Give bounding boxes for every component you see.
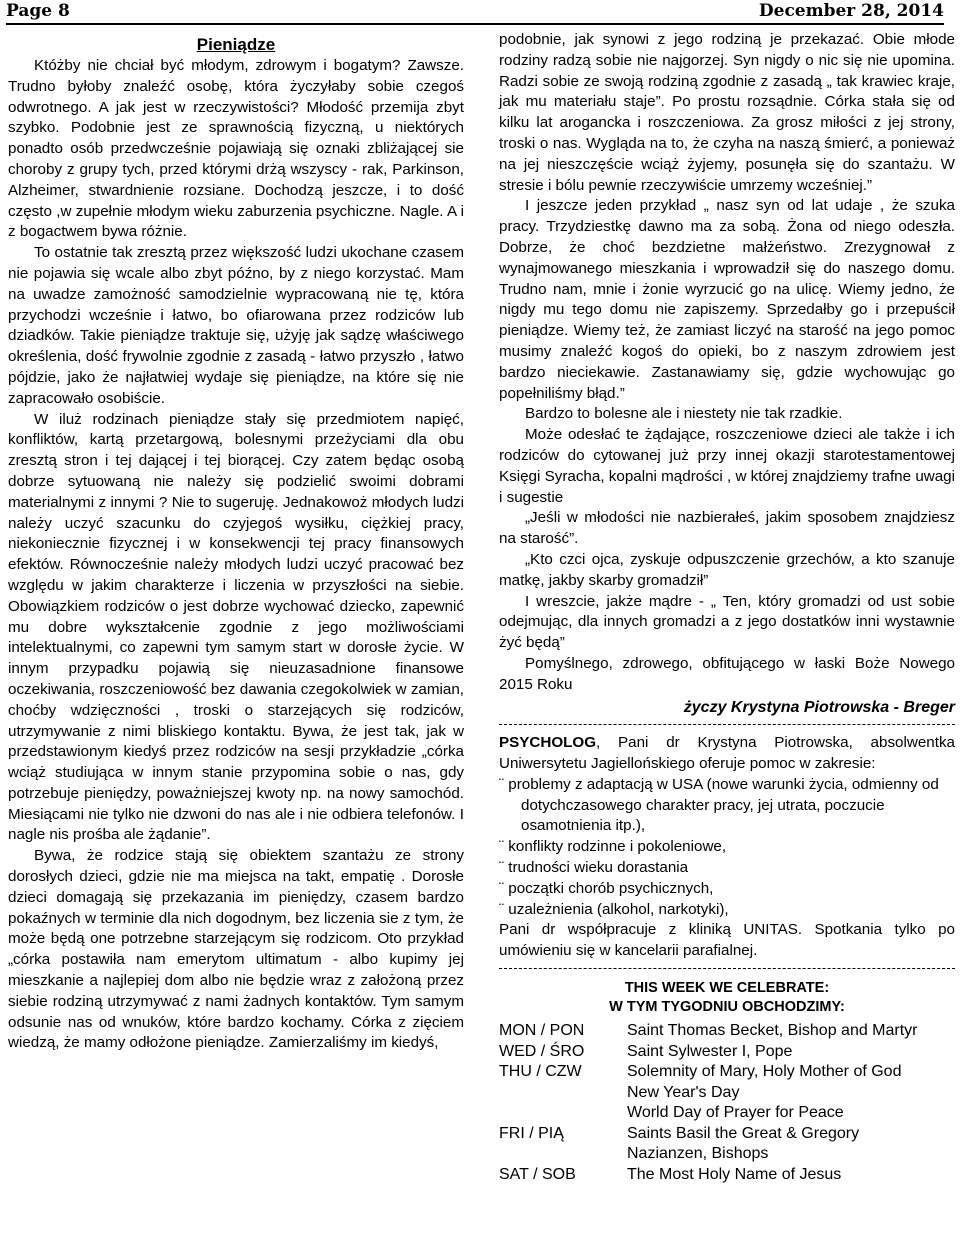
article-paragraph: podobnie, jak synowi z jego rodziną je przekazać. Obie młode rodziny radzą sobie nie najgorzej. Syn nigdy o nic się nie upomina. Radzi sobie ze swoją rodziną zgodnie z zasadą „ tak krawiec kraje, jak mu materiału staje”. Po prostu rozsądnie. Córka stała się od kilku lat arogancka i roszczeniowa. Za grosz miłości z jej strony, troski o nas. Wygląda na to, że czyha na naszą śmierć, a ponieważ na jej nieszczęście wciąż żyjemy, posunęła się do szantażu. W stresie i bólu pewnie rzeczywiście umrzemy wcześniej.” [499, 31, 955, 194]
celebration-name [627, 1042, 918, 1063]
celebration-name [627, 1124, 918, 1165]
celebration-name [627, 1062, 918, 1124]
celebration-line: Saint Thomas Becket, Bishop and Martyr [627, 1022, 918, 1040]
article-signature: życzy Krystyna Piotrowska - Breger [683, 698, 955, 716]
celebration-day: FRI / PIĄ [499, 1124, 564, 1142]
celebration-name [627, 1165, 918, 1186]
article-paragraph: Bywa, że rodzice stają się obiektem szantażu ze strony dorosłych dzieci, gdzie nie ma miejsca na takt, empatię . Dorosłe dzieci domagają się przekazania im pieniędzy, czasem bardzo pokaźnych w terminie dla nich dogodnym, bez liczenia sie z tym, że może będą one potrzebne starzejącym się rodzicom. Oto przykład „córka postawiła nam emerytom ultimatum - albo kupimy jej mieszkanie a najlepiej dom albo nie będzie wraz z założoną przez siebie rodziną utrzymywać z nami żadnych kontaktów. Tym samym odsunie nas od wnuków, które bardzo kochamy. Córka z zięciem wiedzą, że mamy odłożone pieniądze. Zamierzaliśmy im kiedyś, [8, 847, 464, 1052]
page-header [6, 0, 944, 22]
article-quote: I wreszcie, jakże mądre - „ Ten, który gromadzi od ust sobie odejmując, dla innych gromadzi a z jego dostatków inni wystawnie żyć będą” [499, 592, 955, 652]
celebration-line: New Year's Day [627, 1083, 740, 1101]
celebration-line: World Day of Prayer for Peace [627, 1104, 844, 1122]
article-paragraph: Bardzo to bolesne ale i niestety nie tak rzadkie. [525, 405, 843, 423]
article-title: Pieniądze [196, 35, 276, 54]
celebration-day: SAT / SOB [499, 1165, 576, 1183]
article-paragraph: Któżby nie chciał być młodym, zdrowym i bogatym? Zawsze. Trudno byłoby znaleźć osobę, która życzyłaby sobie czegoś odwrotnego. A jak jest w rzeczywistości? Młodość przemija zbyt szybko. Podobnie jest ze sprawnością fizyczną, u niektórych ponadto osób przedwcześnie pojawiają się oznaki zbliżającej sie choroby z grupy tych, przed którymi drżą wszyscy - rak, Parkinson, Alzheimer, stwardnienie rozsiane. Dochodzą jeszcze, i to dość często ,w zupełnie młodym wieku zaburzenia psychiczne. Nagle. A i z bogactwem bywa różnie. [8, 57, 464, 241]
celebrate-heading-en: THIS WEEK WE CELEBRATE: [624, 980, 830, 997]
celebration-line: Nazianzen, Bishops [627, 1145, 769, 1163]
psychologist-notice [499, 733, 955, 962]
right-column [499, 30, 955, 1185]
article-quote: „Jeśli w młodości nie nazbierałeś, jakim sposobem znajdziesz na starość”. [499, 509, 955, 548]
celebration-name [627, 1021, 918, 1042]
celebration-line: Saint Sylwester I, Pope [627, 1042, 793, 1060]
section-divider [499, 968, 955, 969]
psychologist-lead: PSYCHOLOG [499, 734, 597, 752]
celebrations-table [499, 1021, 918, 1185]
service-item: ¨ konflikty rodzinne i pokoleniowe, [499, 838, 727, 856]
celebration-day: MON / PON [499, 1022, 585, 1040]
celebration-line: The Most Holy Name of Jesus [627, 1165, 842, 1183]
service-item: ¨ trudności wieku dorastania [499, 859, 689, 877]
article-paragraph: Może odesłać te żądające, roszczeniowe dzieci ale także i ich rodziców do cytowanej już przy innej okazji starotestamentowej Księgi Syracha, kopalni mądrości , w której znajdziemy trafne uwagi i sugestie [499, 426, 955, 506]
issue-date: December 28, 2014 [758, 1, 944, 21]
psychologist-intro: , Pani dr Krystyna Piotrowska, absolwentka Uniwersytetu Jagiellońskiego oferuje pomoc w zakresie: [499, 734, 955, 773]
article-paragraph: I jeszcze jeden przykład „ nasz syn od lat udaje , że szuka pracy. Trzydziestkę dawno ma za sobą. Żona od niego odeszła. Dobrze, że choć bezdzietne małżeństwo. Zrezygnował z wynajmowanego mieszkania i wprowadził się do naszego domu. Trudno nam, mnie i żonie wyrzucić go na ulicę. Wiemy jedno, że nigdy mu tego domu nie zapiszemy. Sprzedałby go i przepuścił pieniądze. Wiemy też, że zamiast liczyć na starość na jego pomoc musimy znaleźć kogoś do opieki, bo z naszym zdrowiem jest bardzo nieciekawie. Zastanawiamy się, gdzie wychowując go popełniliśmy błąd.” [499, 197, 955, 402]
service-item: ¨ początki chorób psychicznych, [499, 879, 714, 897]
article-wishes: Pomyślnego, zdrowego, obfitującego w łaski Boże Nowego 2015 Roku [499, 654, 955, 693]
celebration-line: Solemnity of Mary, Holy Mother of God [627, 1063, 902, 1081]
section-divider [499, 724, 955, 725]
celebration-row [499, 1042, 918, 1063]
header-rule [6, 23, 944, 25]
weekly-celebrations [499, 979, 955, 1185]
page-number: Page 8 [6, 1, 70, 21]
article-paragraph: W iluż rodzinach pieniądze stały się przedmiotem napięć, konfliktów, kartą przetargową, bolesnymi przeżyciami dla obu zresztą stron i tej dającej i tej biorącej. Czy zatem będąc osobą dobrze sytuowaną nie należy się podzielić swoimi dobrami materialnymi z innymi ? Nie to sugeruję. Jednakowoż młodych ludzi należy uczyć szacunku do czyjegoś wysiłku, ciężkiej pracy, niekoniecznie fizycznej i w konsekwencji tej pracy finansowych efektów. Równocześnie należy młodych ludzi uczyć pracować bez względu w jakim charakterze i liczenia w przyszłości na siebie. Obowiązkiem rodziców o jest dobrze wychować dziecko, zapewnić mu dobre wykształcenie zgodnie z jego możliwościami intelektualnymi, co zapewni tym samym start w dorosłe życie. W innym przypadku pojawią się nieuzasadnione finansowe oczekiwania, roszczeniowość bez dawania czegokolwiek w zamian, choćby wdzięczności , troski o starzejących się rodziców, utrzymywanie z nimi bliskiego kontaktu. Bywa, że jest tak, jak w przedstawionym kiedyś przez rodziców na sesji przykładzie „córka wciąż studiująca w innym stanie przypomina sobie o nas, gdy potrzebuje pieniędzy, poważniejszej kwoty np. na nowy samochód. Miesiącami nie tylko nie dzwoni do nas ale i nie odbiera telefonów. I nagle nis prośba ale żądanie”. [8, 410, 464, 844]
service-item: ¨ uzależnienia (alkohol, narkotyki), [499, 900, 729, 918]
celebration-row [499, 1021, 918, 1042]
left-column [8, 30, 464, 1054]
psychologist-closing: Pani dr współpracuje z kliniką UNITAS. Spotkania tylko po umówieniu się w kancelarii parafialnej. [499, 921, 955, 960]
service-item: ¨ problemy z adaptacją w USA (nowe warunki życia, odmienny od dotychczasowego charakter pracy, jej utrata, poczucie osamotnienia itp.), [499, 775, 939, 835]
celebration-line: Saints Basil the Great & Gregory [627, 1124, 860, 1142]
article-paragraph: To ostatnie tak zresztą przez większość ludzi ukochane czasem nie pojawia się wcale albo zbyt późno, by z niego korzystać. Mam na uwadze zamożność samodzielnie wypracowaną nie tę, która przychodzi wcześnie i łatwo, bo ofiarowana przez rodziców lub dziadków. Takie pieniądze traktuje się, użyję jak sądzę właściwego określenia, dość frywolnie zgodnie z zasadą - łatwo przyszło , łatwo pójdzie, jako że najłatwiej wydaje się pieniądze, na które się nie zapracowało osobiście. [8, 244, 464, 407]
article-quote: „Kto czci ojca, zyskuje odpuszczenie grzechów, a kto szanuje matkę, jakby skarby gromadził” [499, 550, 955, 589]
celebration-row [499, 1124, 918, 1165]
celebrate-heading-pl: W TYM TYGODNIU OBCHODZIMY: [609, 999, 845, 1016]
celebration-row [499, 1062, 918, 1124]
celebration-day: WED / ŚRO [499, 1042, 585, 1060]
celebration-day: THU / CZW [499, 1063, 582, 1081]
psychologist-services [499, 775, 955, 921]
celebration-row [499, 1165, 918, 1186]
